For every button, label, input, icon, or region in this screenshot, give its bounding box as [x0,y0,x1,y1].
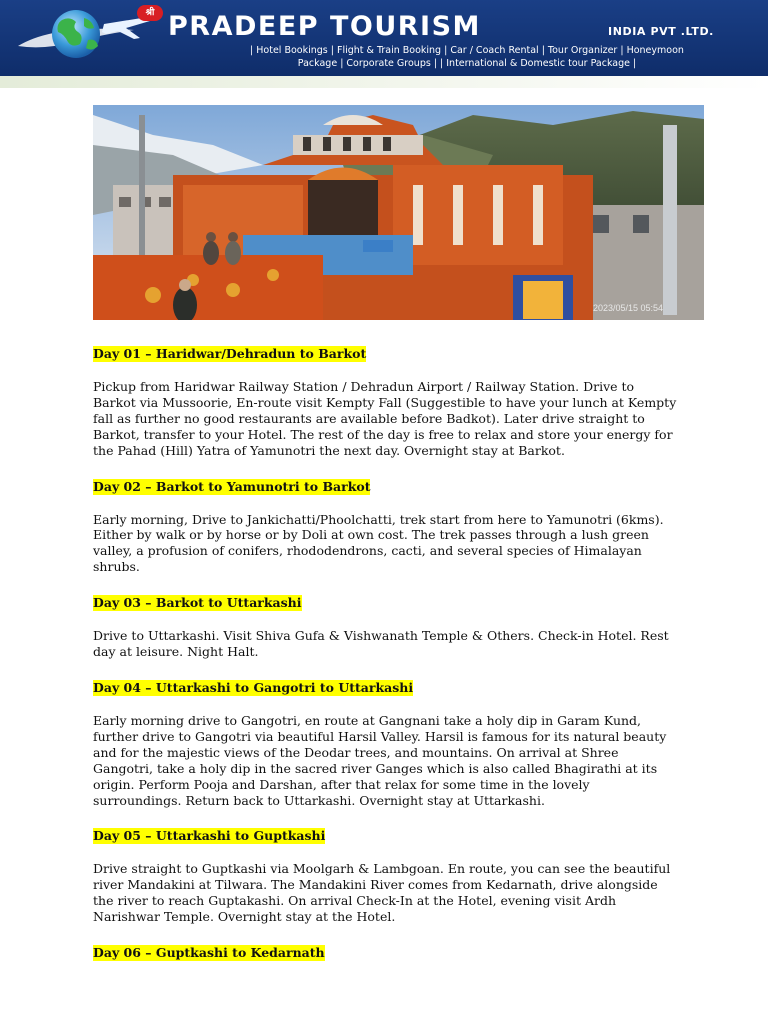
brand-badge: श्री [137,5,163,21]
day-description: Early morning, Drive to Jankichatti/Phoolchatti, trek start from here to Yamunotri (6kms). Either by walk or by horse or by Doli at own cost. The trek passes through a lush green valley, a profusion of conifers, rhododendrons, cacti, and several species of Himalayan shrubs. [93,511,664,575]
temple-photo [93,105,704,320]
day-title: Day 01 – Haridwar/Dehradun to Barkot [93,346,367,361]
services-line-1: | Hotel Bookings | Flight & Train Booking | Car / Coach Rental | Tour Organizer | Honeymoon [250,45,684,56]
itinerary [93,343,678,978]
day-5 [93,825,678,925]
temple-illustration [93,105,704,320]
day-description: Drive straight to Guptkashi via Moolgarh & Lambgoan. En route, you can see the beautiful river Mandakini at Tilwara. The Mandakini River comes from Kedarnath, drive alongside the river to reach Guptakashi. On arrival Check-In at the Hotel, evening visit Ardh Narishwar Temple. Overnight stay at the Hotel. [93,861,671,925]
day-title: Day 06 – Guptkashi to Kedarnath [93,945,325,961]
day-title: Day 05 – Uttarkashi to Guptkashi [93,828,326,844]
day-title: Day 04 – Uttarkashi to Gangotri to Uttarkashi [93,679,414,695]
services-line-2: Package | Corporate Groups | | International & Domestic tour Package | [297,58,637,69]
brand-suffix: INDIA PVT .LTD. [608,25,714,38]
day-description: Pickup from Haridwar Railway Station / Dehradun Airport / Railway Station. Drive to Barkot via Mussoorie, En-route visit Kempty Fall (Suggestible to have your lunch at Kempty fall as further no good restaurants are available before Badkot). Later drive straight to Barkot, transfer to your Hotel. The rest of the day is free to relax and store your energy for the Pahad (Hill) Yatra of Yamunotri the next day. Overnight stay at Barkot. [93,379,677,458]
day-title: Day 03 – Barkot to Uttarkashi [93,595,302,611]
day-2 [93,476,678,576]
day-title: Day 02 – Barkot to Yamunotri to Barkot [93,478,371,494]
photo-timestamp: 2023/05/15 05:54 [593,303,664,313]
day-3 [93,592,678,660]
day-1 [93,343,678,459]
letterhead [0,0,768,76]
day-4 [93,677,678,808]
header-divider [0,76,768,88]
services-list [172,44,762,70]
day-description: Drive to Uttarkashi. Visit Shiva Gufa & Vishwanath Temple & Others. Check-in Hotel. Rest day at leisure. Night Halt. [93,628,669,660]
day-6 [93,942,678,978]
brand-name: PRADEEP TOURISM [168,11,481,42]
day-description: Early morning drive to Gangotri, en route at Gangnani take a holy dip in Garam Kund, further drive to Gangotri via beautiful Harsil Valley. Harsil is famous for its natural beauty and for the majestic views of the Deodar trees, and mountains. On arrival at Shree Gangotri, take a holy dip in the sacred river Ganges which is also called Bhagirathi at its origin. Perform Pooja and Darshan, after that relax for some time in the lovely surroundings. Return back to Uttarkashi. Overnight stay at Uttarkashi. [93,712,667,808]
